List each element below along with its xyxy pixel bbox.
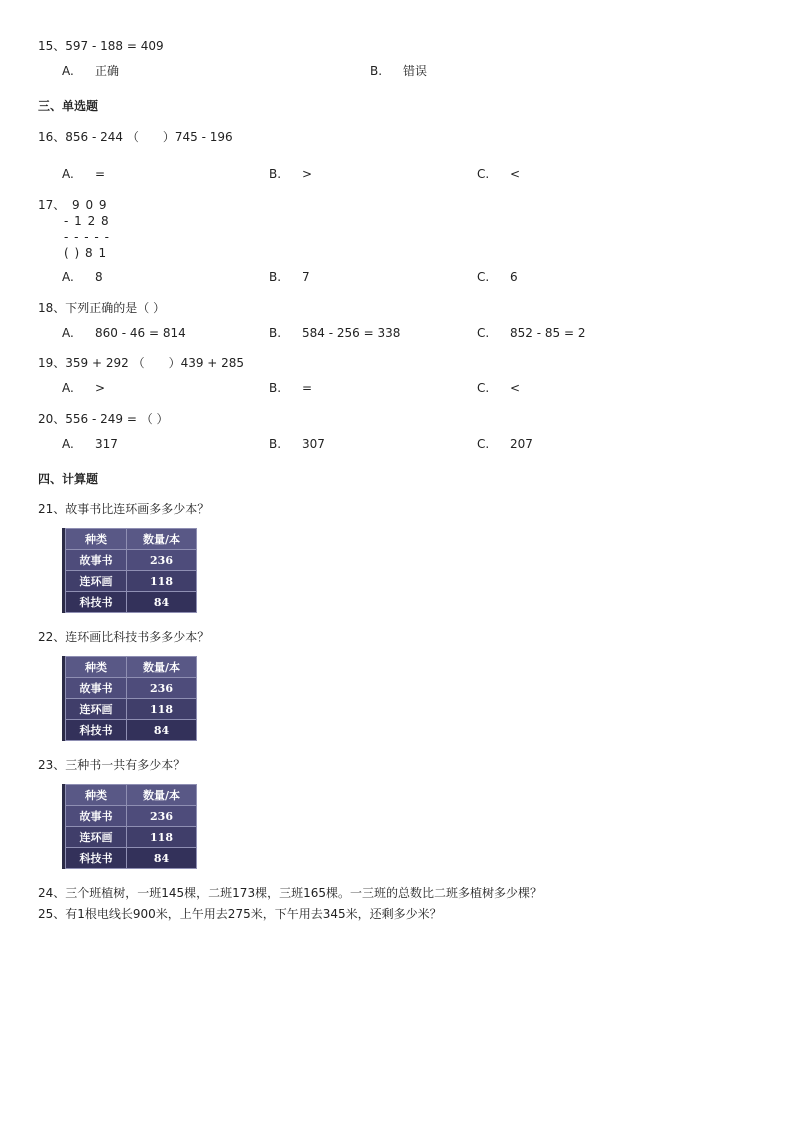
- option-text: 860 - 46 = 814: [95, 326, 186, 340]
- table-cell-quantity: 118: [127, 699, 197, 720]
- q21-stem: 21、故事书比连环画多多少本？: [38, 502, 210, 516]
- q20-option-a[interactable]: [62, 436, 118, 452]
- table-cell-quantity: 118: [127, 571, 197, 592]
- table-cell-quantity: 84: [127, 848, 197, 869]
- option-text: >: [302, 167, 313, 181]
- option-key: C.: [477, 381, 490, 395]
- option-key: A.: [62, 437, 74, 451]
- q17-line-4: ( ) 8 1: [64, 246, 108, 260]
- option-key: A.: [62, 381, 74, 395]
- table-header-quantity: 数量/本: [127, 529, 197, 550]
- book-table-q22: [62, 656, 200, 741]
- table-cell-kind: 科技书: [66, 720, 127, 741]
- table-cell-kind: 连环画: [66, 827, 127, 848]
- option-text: 307: [302, 437, 325, 451]
- option-key: A.: [62, 270, 74, 284]
- q17-option-a[interactable]: [62, 269, 103, 285]
- section-heading-calculation: 四、计算题: [38, 472, 99, 486]
- q23-stem: 23、三种书一共有多少本？: [38, 758, 186, 772]
- table-cell-quantity: 236: [127, 678, 197, 699]
- q19-option-c[interactable]: [477, 380, 520, 396]
- table-cell-kind: 连环画: [66, 699, 127, 720]
- table-cell-quantity: 236: [127, 550, 197, 571]
- q18-option-b[interactable]: [269, 325, 400, 341]
- q20-stem: 20、556 - 249 = （ ）: [38, 412, 169, 426]
- q16-option-c[interactable]: [477, 166, 520, 182]
- table-cell-quantity: 84: [127, 720, 197, 741]
- section-heading-single-choice: 三、单选题: [38, 99, 99, 113]
- q16-stem: 16、856 - 244 （ ）745 - 196: [38, 130, 233, 144]
- table-header-quantity: 数量/本: [127, 785, 197, 806]
- option-key: C.: [477, 326, 490, 340]
- q19-stem: 19、359 + 292 （ ）439 + 285: [38, 356, 245, 370]
- table-header-kind: 种类: [66, 529, 127, 550]
- option-text: =: [95, 167, 106, 181]
- option-text: >: [95, 381, 106, 395]
- q24-stem: 24、三个班植树，一班145棵，二班173棵，三班165棵。一三班的总数比二班多植树多少棵？: [38, 886, 542, 900]
- option-key: C.: [477, 270, 490, 284]
- q17-option-c[interactable]: [477, 269, 518, 285]
- q18-option-a[interactable]: [62, 325, 186, 341]
- table-cell-kind: 科技书: [66, 592, 127, 613]
- table-header-kind: 种类: [66, 785, 127, 806]
- book-table-q23: [62, 784, 200, 869]
- q20-option-b[interactable]: [269, 436, 325, 452]
- option-text: 317: [95, 437, 118, 451]
- q17-number: 17、: [38, 198, 66, 212]
- option-text: 8: [95, 270, 103, 284]
- option-text: 6: [510, 270, 518, 284]
- table-cell-quantity: 236: [127, 806, 197, 827]
- table-cell-quantity: 118: [127, 827, 197, 848]
- option-text: 7: [302, 270, 310, 284]
- q16-option-a[interactable]: [62, 166, 105, 182]
- option-key: A.: [62, 326, 74, 340]
- option-key: B.: [269, 381, 282, 395]
- q22-stem: 22、连环画比科技书多多少本？: [38, 630, 210, 644]
- option-key: A.: [62, 64, 74, 78]
- q16-option-b[interactable]: [269, 166, 312, 182]
- option-text: 584 - 256 = 338: [302, 326, 401, 340]
- q19-option-b[interactable]: [269, 380, 312, 396]
- book-table-q21: [62, 528, 200, 613]
- option-key: C.: [477, 167, 490, 181]
- table-cell-kind: 故事书: [66, 678, 127, 699]
- q18-option-c[interactable]: [477, 325, 585, 341]
- option-key: B.: [269, 326, 282, 340]
- q18-stem: 18、下列正确的是（ ）: [38, 301, 166, 315]
- table-cell-quantity: 84: [127, 592, 197, 613]
- table-cell-kind: 故事书: [66, 806, 127, 827]
- q25-stem: 25、有1根电线长900米，上午用去275米，下午用去345米，还剩多少米？: [38, 907, 442, 921]
- table-cell-kind: 连环画: [66, 571, 127, 592]
- q15-stem: 15、597 - 188 = 409: [38, 39, 164, 53]
- option-text: <: [510, 381, 521, 395]
- option-text: <: [510, 167, 521, 181]
- q17-line-3: - - - - -: [64, 230, 110, 244]
- option-text: 207: [510, 437, 533, 451]
- option-key: B.: [370, 64, 383, 78]
- option-text: 852 - 85 = 2: [510, 326, 586, 340]
- option-text: =: [302, 381, 313, 395]
- q17-line-1: 9 0 9: [72, 198, 108, 212]
- q20-option-c[interactable]: [477, 436, 533, 452]
- table-cell-kind: 科技书: [66, 848, 127, 869]
- option-key: C.: [477, 437, 490, 451]
- option-key: B.: [269, 270, 282, 284]
- option-key: B.: [269, 437, 282, 451]
- table-header-quantity: 数量/本: [127, 657, 197, 678]
- q15-option-a[interactable]: [62, 63, 119, 79]
- q15-option-b[interactable]: [370, 63, 427, 79]
- option-text: 错误: [403, 64, 428, 78]
- table-header-kind: 种类: [66, 657, 127, 678]
- table-cell-kind: 故事书: [66, 550, 127, 571]
- option-key: B.: [269, 167, 282, 181]
- q17-line-2: - 1 2 8: [64, 214, 110, 228]
- q19-option-a[interactable]: [62, 380, 105, 396]
- option-key: A.: [62, 167, 74, 181]
- option-text: 正确: [95, 64, 120, 78]
- q17-option-b[interactable]: [269, 269, 310, 285]
